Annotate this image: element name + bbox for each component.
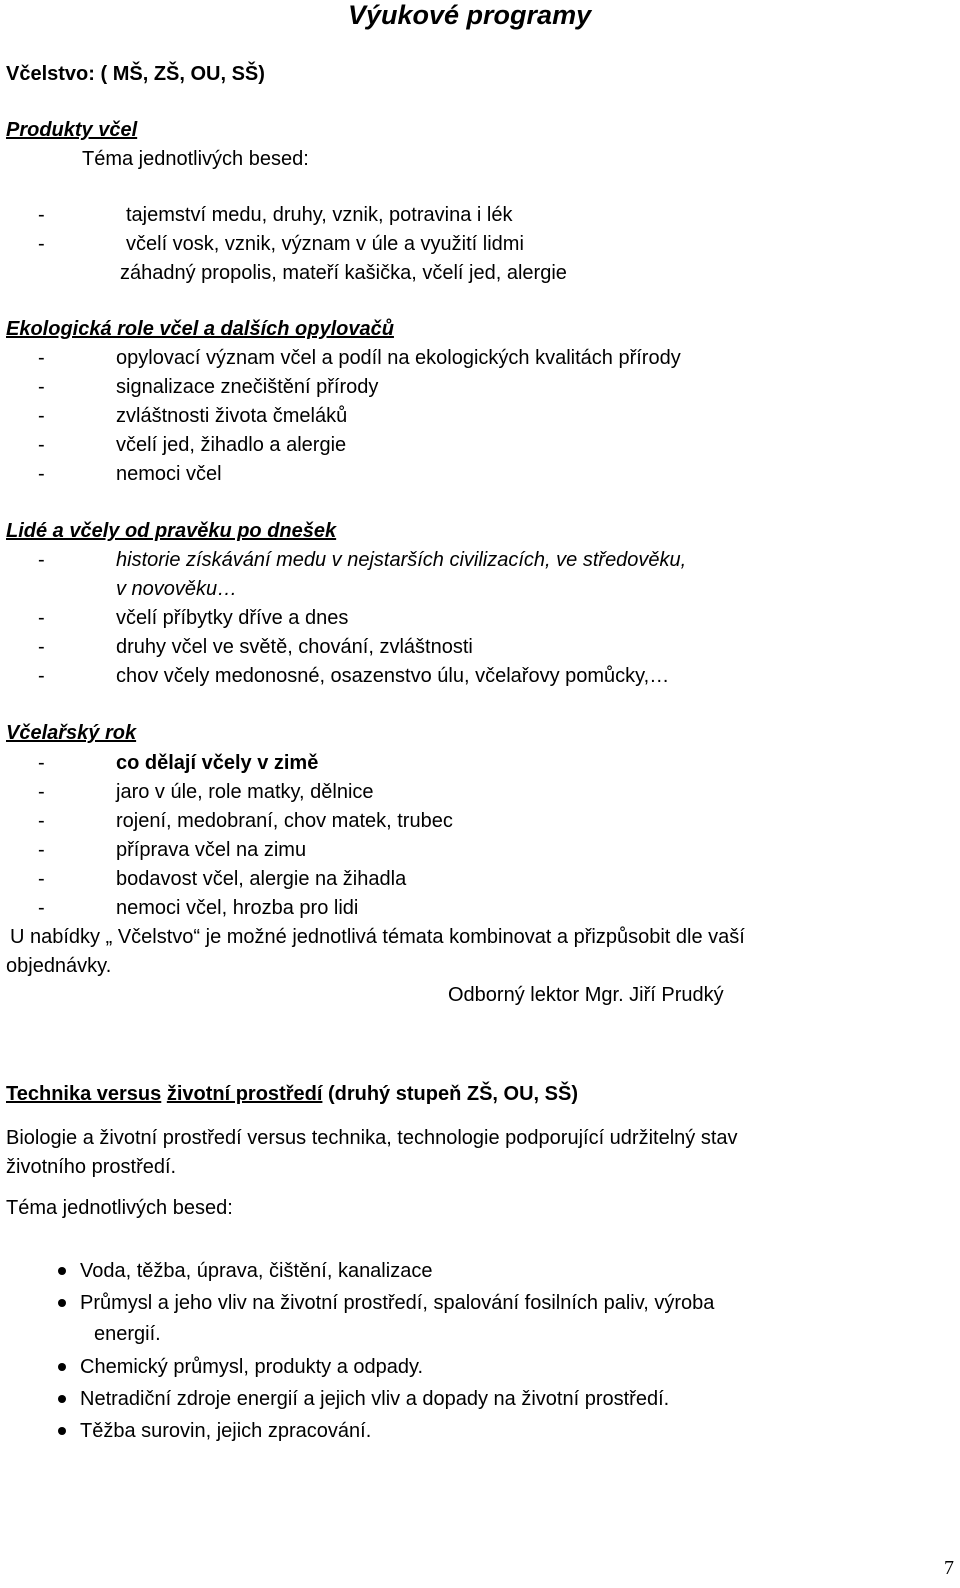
- list-dash: -: [38, 434, 45, 456]
- list-item: jaro v úle, role matky, dělnice: [116, 781, 374, 803]
- offer-note-continued: objednávky.: [6, 955, 112, 977]
- list-item: co dělají včely v zimě: [116, 752, 319, 774]
- list-item: včelí jed, žihadlo a alergie: [116, 434, 347, 456]
- list-item: signalizace znečištění přírody: [116, 376, 379, 398]
- list-item: Těžba surovin, jejich zpracování.: [80, 1420, 372, 1442]
- list-item: Chemický průmysl, produkty a odpady.: [80, 1356, 424, 1378]
- list-dash: -: [38, 897, 45, 919]
- list-item: v novověku…: [116, 578, 238, 600]
- list-item: bodavost včel, alergie na žihadla: [116, 868, 407, 890]
- section-description-continued: životního prostředí.: [6, 1156, 177, 1178]
- list-item: včelí příbytky dříve a dnes: [116, 607, 349, 629]
- list-item: záhadný propolis, mateří kašička, včelí jed, alergie: [120, 262, 567, 284]
- list-dash: -: [38, 839, 45, 861]
- list-dash: -: [38, 549, 45, 571]
- list-dash: -: [38, 405, 45, 427]
- bullet-icon: [58, 1267, 66, 1275]
- list-item: rojení, medobraní, chov matek, trubec: [116, 810, 453, 832]
- section-heading-ecological-role: Ekologická role včel a dalších opylovačů: [6, 318, 394, 340]
- list-dash: -: [38, 752, 45, 774]
- list-dash: -: [38, 607, 45, 629]
- bullet-icon: [58, 1427, 66, 1435]
- list-dash: -: [38, 233, 45, 255]
- program-subtitle: Včelstvo: ( MŠ, ZŠ, OU, SŠ): [6, 63, 265, 85]
- page-number: 7: [944, 1557, 954, 1579]
- list-dash: -: [38, 376, 45, 398]
- heading-part: Technika versus: [6, 1083, 162, 1105]
- list-dash: -: [38, 781, 45, 803]
- list-dash: -: [38, 636, 45, 658]
- page-title: Výukové programy: [348, 0, 592, 30]
- list-item: včelí vosk, vznik, význam v úle a využití lidmi: [126, 233, 524, 255]
- list-dash: -: [38, 665, 45, 687]
- section-heading-technology: [6, 1080, 578, 1108]
- topics-intro: Téma jednotlivých besed:: [82, 148, 309, 170]
- list-dash: -: [38, 204, 45, 226]
- bullet-icon: [58, 1363, 66, 1371]
- list-item: zvláštnosti života čmeláků: [116, 405, 348, 427]
- offer-note: U nabídky „ Včelstvo“ je možné jednotlivá témata kombinovat a přizpůsobit dle vaší: [10, 926, 745, 948]
- list-dash: -: [38, 810, 45, 832]
- list-dash: -: [38, 463, 45, 485]
- bullet-icon: [58, 1299, 66, 1307]
- bullet-icon: [58, 1395, 66, 1403]
- list-item: opylovací význam včel a podíl na ekologických kvalitách přírody: [116, 347, 681, 369]
- list-item: Průmysl a jeho vliv na životní prostředí, spalování fosilních paliv, výroba: [80, 1292, 715, 1314]
- list-item-continued: energií.: [94, 1323, 161, 1345]
- section-description: Biologie a životní prostředí versus technika, technologie podporující udržitelný stav: [6, 1127, 738, 1149]
- section-heading-bee-products: Produkty včel: [6, 119, 138, 141]
- heading-part: životní prostředí: [166, 1083, 323, 1105]
- list-item: příprava včel na zimu: [116, 839, 307, 861]
- section-heading-beekeeping-year: Včelařský rok: [6, 722, 137, 744]
- list-dash: -: [38, 347, 45, 369]
- list-item: nemoci včel: [116, 463, 222, 485]
- section-heading-people-and-bees: Lidé a včely od pravěku po dnešek: [6, 520, 337, 542]
- list-item: Voda, těžba, úprava, čištění, kanalizace: [80, 1260, 433, 1282]
- lecturer-name: Odborný lektor Mgr. Jiří Prudký: [448, 984, 724, 1006]
- list-item: druhy včel ve světě, chování, zvláštnosti: [116, 636, 473, 658]
- list-item: historie získávání medu v nejstarších civilizacích, ve středověku,: [116, 549, 687, 571]
- heading-suffix: (druhý stupeň ZŠ, OU, SŠ): [322, 1083, 578, 1105]
- list-item: nemoci včel, hrozba pro lidi: [116, 897, 359, 919]
- list-dash: -: [38, 868, 45, 890]
- list-item: tajemství medu, druhy, vznik, potravina i lék: [126, 204, 513, 226]
- topics-intro: Téma jednotlivých besed:: [6, 1197, 233, 1219]
- list-item: Netradiční zdroje energií a jejich vliv a dopady na životní prostředí.: [80, 1388, 670, 1410]
- list-item: chov včely medonosné, osazenstvo úlu, včelařovy pomůcky,…: [116, 665, 670, 687]
